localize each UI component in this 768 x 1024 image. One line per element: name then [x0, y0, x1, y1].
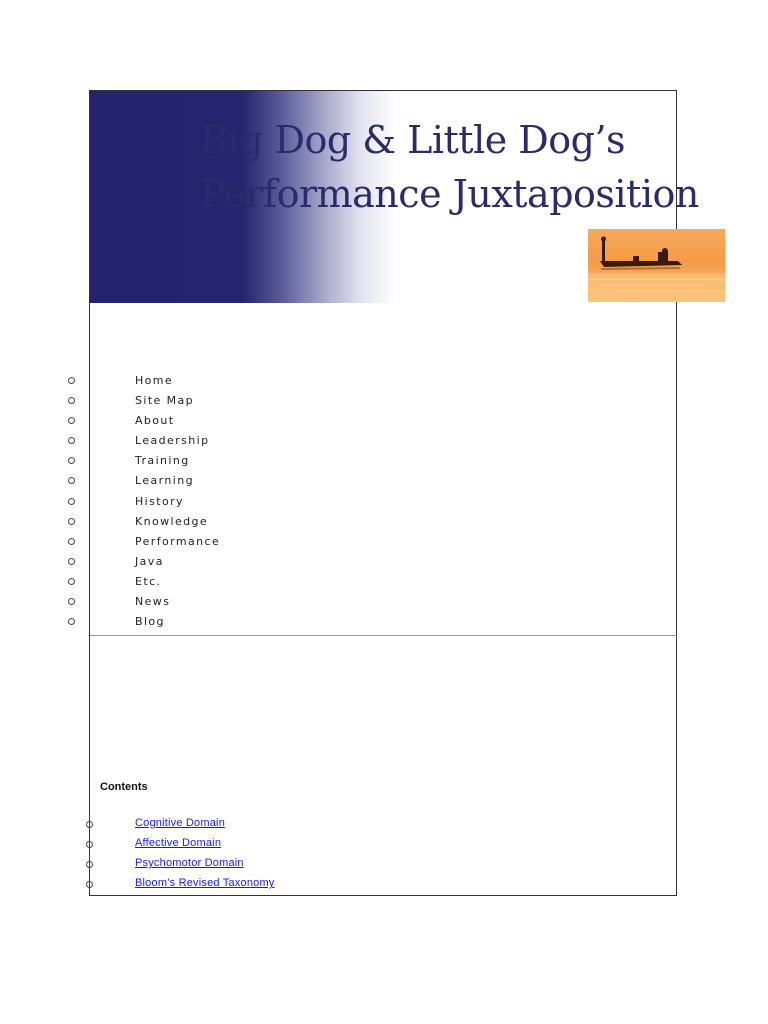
nav-link-learning[interactable]: Learning: [135, 474, 194, 488]
bullet-icon: [68, 457, 75, 464]
nav-item-performance[interactable]: [0, 533, 768, 553]
toc-item-cognitive-domain[interactable]: [0, 816, 768, 836]
boat-photo: [588, 229, 725, 302]
nav-item-history[interactable]: [0, 493, 768, 513]
contents-heading: Contents: [100, 781, 148, 793]
main-nav: [0, 372, 768, 633]
nav-link-about[interactable]: About: [135, 414, 175, 428]
toc-item-psychomotor-domain[interactable]: [0, 856, 768, 876]
nav-item-leadership[interactable]: [0, 432, 768, 452]
contents-list: [0, 816, 768, 896]
bullet-icon: [68, 578, 75, 585]
nav-divider: [90, 635, 677, 636]
nav-item-news[interactable]: [0, 593, 768, 613]
nav-item-home[interactable]: [0, 372, 768, 392]
nav-item-about[interactable]: [0, 412, 768, 432]
bullet-icon: [86, 821, 93, 828]
toc-item-affective-domain[interactable]: [0, 836, 768, 856]
nav-item-learning[interactable]: [0, 472, 768, 492]
toc-link-affective-domain[interactable]: Affective Domain: [135, 837, 222, 850]
nav-link-knowledge[interactable]: Knowledge: [135, 514, 209, 528]
toc-link-blooms-revised-taxonomy[interactable]: Bloom’s Revised Taxonomy: [135, 877, 275, 890]
nav-item-etc[interactable]: [0, 573, 768, 593]
bullet-icon: [68, 377, 75, 384]
bullet-icon: [68, 437, 75, 444]
nav-link-training[interactable]: Training: [135, 454, 190, 468]
toc-item-blooms-revised-taxonomy[interactable]: [0, 876, 768, 896]
bullet-icon: [68, 477, 75, 484]
nav-item-site-map[interactable]: [0, 392, 768, 412]
bullet-icon: [68, 417, 75, 424]
site-title-line-2: Performance Juxtaposition: [200, 172, 699, 216]
toc-link-cognitive-domain[interactable]: Cognitive Domain: [135, 817, 226, 829]
site-title-line-1: Big Dog & Little Dog’s: [200, 118, 626, 162]
nav-item-java[interactable]: [0, 553, 768, 573]
site-title: [200, 113, 699, 221]
bullet-icon: [68, 518, 75, 525]
nav-link-site-map[interactable]: Site Map: [135, 394, 195, 408]
nav-item-knowledge[interactable]: [0, 513, 768, 533]
nav-link-performance[interactable]: Performance: [135, 534, 221, 548]
bullet-icon: [86, 861, 93, 868]
nav-link-blog[interactable]: Blog: [135, 615, 165, 629]
nav-link-history[interactable]: History: [135, 494, 184, 508]
bullet-icon: [68, 558, 75, 565]
nav-link-news[interactable]: News: [135, 595, 171, 609]
nav-item-training[interactable]: [0, 452, 768, 472]
toc-link-psychomotor-domain[interactable]: Psychomotor Domain: [135, 857, 244, 870]
nav-item-blog[interactable]: [0, 613, 768, 633]
bullet-icon: [68, 598, 75, 605]
bullet-icon: [68, 538, 75, 545]
nav-link-home[interactable]: Home: [135, 374, 174, 387]
nav-link-etc[interactable]: Etc.: [135, 574, 162, 588]
nav-link-leadership[interactable]: Leadership: [135, 434, 210, 448]
bullet-icon: [68, 618, 75, 625]
bullet-icon: [86, 881, 93, 888]
nav-link-java[interactable]: Java: [135, 554, 164, 568]
bullet-icon: [68, 397, 75, 404]
bullet-icon: [86, 841, 93, 848]
bullet-icon: [68, 498, 75, 505]
